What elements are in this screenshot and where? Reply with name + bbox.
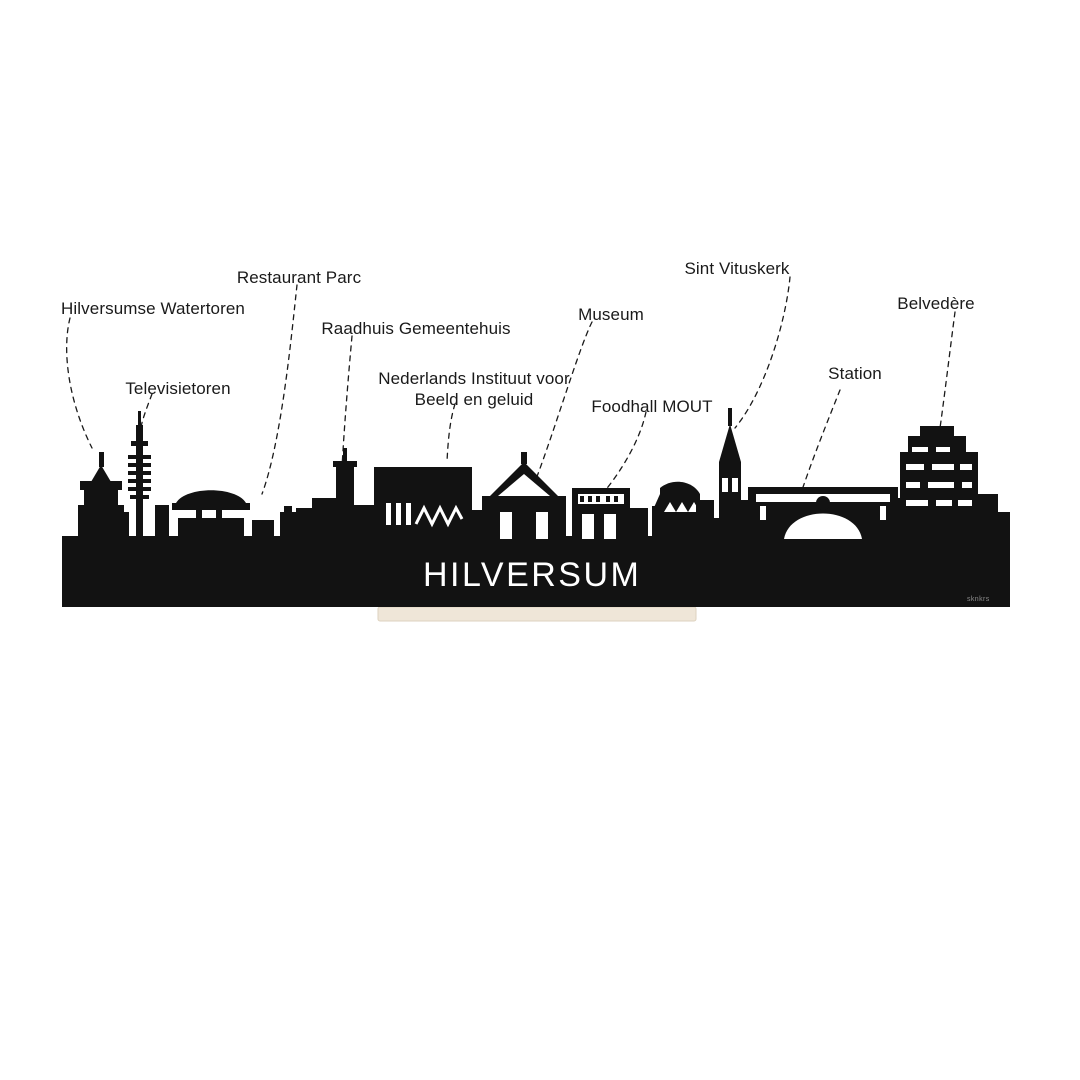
label-belvedere: Belvedère [897,294,975,313]
artist-signature: sknkrs [967,596,990,603]
label-foodhall-mout: Foodhall MOUT [591,397,713,416]
building-sint-vituskerk [706,408,755,539]
label-station: Station [828,364,882,383]
building-restaurant-parc [172,490,274,539]
leader-line-beeld-en-geluid [447,404,455,462]
label-sint-vituskerk: Sint Vituskerk [684,259,790,278]
building-foodhall-mout [572,488,648,539]
leader-line-vituskerk [735,277,790,428]
label-restaurant-parc: Restaurant Parc [236,268,362,287]
skyline-wordmark: HILVERSUM [423,556,642,594]
label-watertoren: Hilversumse Watertoren [61,299,245,318]
label-televisietoren: Televisietoren [125,379,231,398]
building-station [748,487,898,539]
leader-line-watertoren [67,318,92,448]
label-beeld-en-geluid-line2: Beeld en geluid [414,390,534,409]
building-sawtooth-row [652,482,714,539]
label-beeld-en-geluid-line1: Nederlands Instituut voor [378,369,570,388]
base-stand [378,607,696,621]
building-televisietoren [117,411,169,539]
label-museum: Museum [578,305,644,324]
leader-line-foodhall [604,412,646,492]
building-filler-right [996,512,1010,539]
leader-line-belvedere [940,312,955,428]
leader-line-station [800,390,840,496]
leader-line-museum [531,322,592,492]
building-beeld-en-geluid [374,467,472,539]
label-raadhuis-gemeentehuis: Raadhuis Gemeentehuis [321,319,511,338]
leader-line-restaurant-parc [262,285,297,494]
building-raadhuis [296,448,374,539]
building-museum [472,452,566,539]
building-belvedere [890,426,998,539]
